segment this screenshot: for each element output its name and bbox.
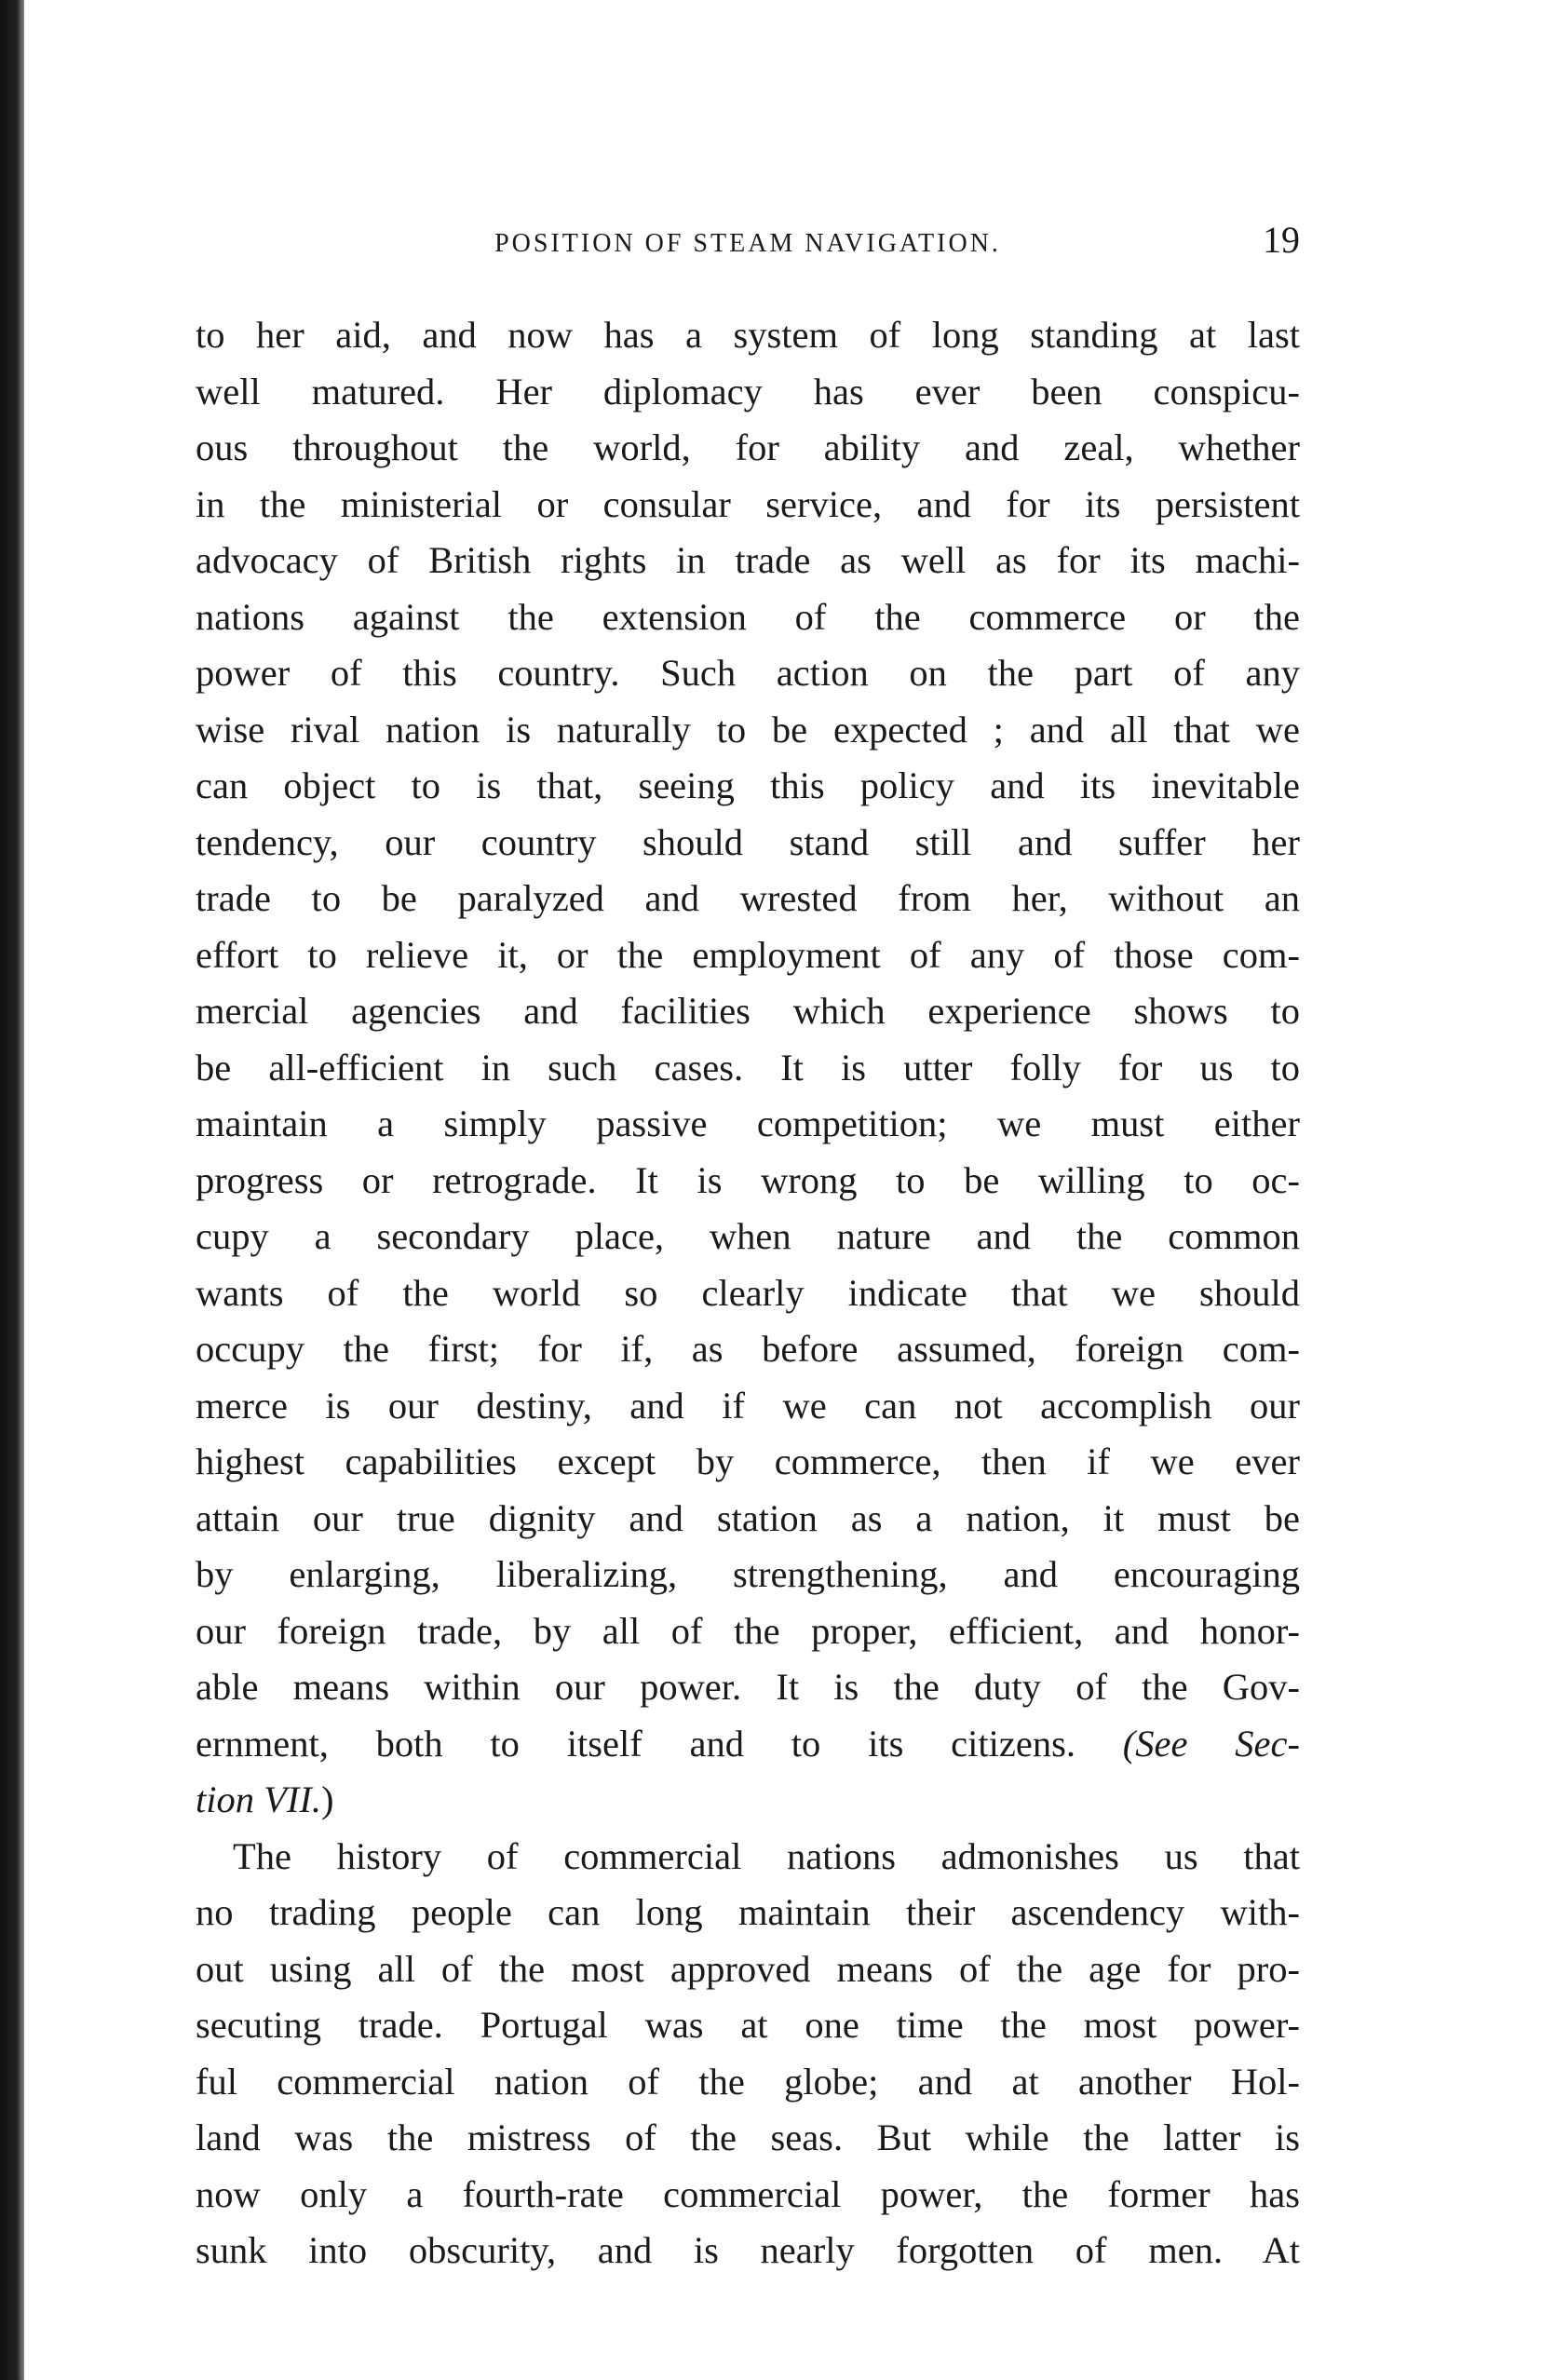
text-line	[196, 645, 1300, 702]
text-line	[196, 1378, 1300, 1435]
text-segment: tendency, our country should stand still and suffer her	[196, 820, 1300, 863]
text-line	[196, 1547, 1300, 1603]
text-segment: be all-efficient in such cases. It is utter folly for us to	[196, 1046, 1300, 1089]
italic-text: tion VII.	[196, 1778, 321, 1820]
text-line	[196, 307, 1300, 364]
text-segment: wise rival nation is naturally to be expected ; and all that we	[196, 708, 1300, 751]
text-line	[196, 533, 1300, 589]
text-segment: sunk into obscurity, and is nearly forgotten of men. At	[196, 2229, 1300, 2271]
text-line	[196, 815, 1300, 872]
text-line	[196, 1716, 1300, 1773]
text-segment: nations against the extension of the commerce or the	[196, 595, 1300, 638]
text-line	[196, 1153, 1300, 1210]
text-segment: to her aid, and now has a system of long standing at last	[196, 314, 1300, 356]
text-segment: merce is our destiny, and if we can not accomplish our	[196, 1384, 1300, 1427]
text-segment: land was the mistress of the seas. But while the latter is	[196, 2116, 1300, 2158]
body-text	[196, 307, 1300, 2279]
text-segment: well matured. Her diplomacy has ever been conspicu-	[196, 370, 1300, 412]
italic-text: (See Sec-	[1122, 1722, 1300, 1765]
text-segment: ous throughout the world, for ability and zeal, whether	[196, 426, 1300, 468]
text-line	[196, 1265, 1300, 1322]
page-number: 19	[1263, 219, 1300, 261]
text-line	[196, 1829, 1300, 1886]
text-line	[196, 871, 1300, 927]
text-segment: trade to be paralyzed and wrested from her, without an	[196, 877, 1300, 919]
text-line	[196, 1209, 1300, 1265]
text-segment: can object to is that, seeing this policy and its inevitable	[196, 764, 1300, 806]
paragraph	[196, 307, 1300, 1829]
text-segment: our foreign trade, by all of the proper, efficient, and honor-	[196, 1609, 1300, 1652]
text-segment: highest capabilities except by commerce, then if we ever	[196, 1440, 1300, 1482]
text-line	[196, 364, 1300, 421]
text-line	[196, 1772, 1300, 1829]
text-line	[196, 2110, 1300, 2167]
text-segment: advocacy of British rights in trade as well as for its machi-	[196, 539, 1300, 581]
text-line	[196, 2223, 1300, 2279]
text-line	[196, 702, 1300, 759]
text-line	[196, 477, 1300, 534]
text-line	[196, 420, 1300, 477]
text-segment: )	[320, 1778, 334, 1820]
text-segment: by enlarging, liberalizing, strengthening, and encouraging	[196, 1553, 1300, 1595]
text-segment: in the ministerial or consular service, and for its persistent	[196, 482, 1300, 525]
text-segment: mercial agencies and facilities which experience shows to	[196, 990, 1300, 1032]
text-segment: ful commercial nation of the globe; and at another Hol-	[196, 2060, 1300, 2103]
text-segment: out using all of the most approved means of the age for pro-	[196, 1947, 1300, 1990]
text-segment: maintain a simply passive competition; we must either	[196, 1102, 1300, 1144]
text-segment: attain our true dignity and station as a nation, it must be	[196, 1496, 1300, 1539]
text-segment: The history of commercial nations admonishes us that	[233, 1834, 1300, 1877]
text-segment: occupy the first; for if, as before assumed, foreign com-	[196, 1328, 1300, 1370]
text-line	[196, 758, 1300, 815]
paragraph	[196, 1829, 1300, 2279]
text-line	[196, 2054, 1300, 2111]
binding-edge	[0, 0, 24, 2380]
running-head	[196, 214, 1300, 270]
text-line	[196, 1491, 1300, 1548]
text-line	[196, 2167, 1300, 2224]
text-segment: power of this country. Such action on the part of any	[196, 652, 1300, 694]
text-line	[196, 1659, 1300, 1716]
text-line	[196, 1321, 1300, 1378]
running-head-title: POSITION OF STEAM NAVIGATION.	[494, 229, 1001, 258]
text-line	[196, 1096, 1300, 1153]
text-segment: wants of the world so clearly indicate that we should	[196, 1271, 1300, 1314]
text-segment: progress or retrograde. It is wrong to be willing to oc-	[196, 1158, 1300, 1201]
text-line	[196, 1997, 1300, 2054]
text-segment: no trading people can long maintain their ascendency with-	[196, 1891, 1300, 1933]
text-segment: now only a fourth-rate commercial power, the former has	[196, 2172, 1300, 2215]
text-line	[196, 1434, 1300, 1491]
text-line	[196, 983, 1300, 1040]
text-segment: able means within our power. It is the duty of the Gov-	[196, 1666, 1300, 1708]
text-line	[196, 1040, 1300, 1097]
text-segment: secuting trade. Portugal was at one time the most power-	[196, 2004, 1300, 2046]
text-segment: ernment, both to itself and to its citizens.	[196, 1722, 1123, 1765]
text-line	[196, 1941, 1300, 1998]
text-line	[196, 589, 1300, 646]
text-segment: cupy a secondary place, when nature and the common	[196, 1215, 1300, 1257]
text-line	[196, 927, 1300, 984]
text-line	[196, 1885, 1300, 1941]
text-segment: effort to relieve it, or the employment of any of those com-	[196, 933, 1300, 976]
text-line	[196, 1603, 1300, 1660]
